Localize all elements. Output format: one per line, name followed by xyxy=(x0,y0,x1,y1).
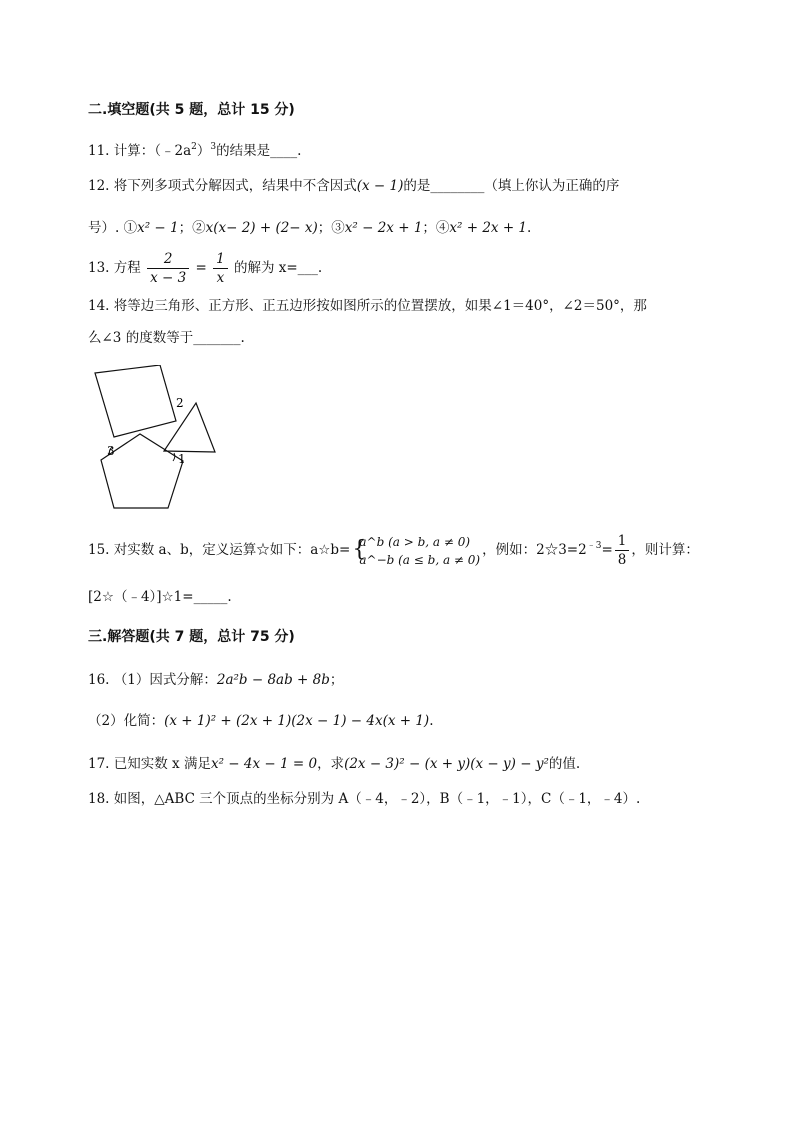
q15-brace: { xyxy=(352,536,367,562)
angle-label-1: 1 xyxy=(178,452,186,466)
shapes-diagram xyxy=(88,365,228,515)
q15-text-b: ，例如：2☆3=2 xyxy=(482,542,587,558)
section2-heading: 二.填空题(共 5 题，总计 15 分) xyxy=(88,102,295,118)
q12-sep2: ；③ xyxy=(317,220,345,236)
angle-label-2: 2 xyxy=(176,396,184,410)
q15-sup: ﹣3 xyxy=(586,541,602,551)
q17-text-c: 的值. xyxy=(548,756,581,772)
question-16-part1 xyxy=(88,670,343,690)
q17-condition: x² − 4x − 1 = 0 xyxy=(210,756,318,772)
q12-sep1: ；② xyxy=(178,220,206,236)
q11-text-b: ） xyxy=(196,143,211,159)
question-12-line2 xyxy=(88,218,531,238)
q16-part2-expr: (x + 1)² + (2x + 1)(2x − 1) − 4x(x + 1) xyxy=(164,713,430,729)
q15-text-d: ，则计算： xyxy=(631,542,699,558)
q16-part1-expr: 2a²b − 8ab + 8b xyxy=(216,672,330,688)
question-13 xyxy=(88,248,322,288)
geometry-figure xyxy=(88,365,228,515)
q15-text-c: = xyxy=(601,542,613,558)
q13-den1: x − 3 xyxy=(150,270,187,286)
q12-sep3: ；④ xyxy=(422,220,450,236)
q11-text-c: 的结果是____. xyxy=(216,143,302,159)
section3-heading: 三.解答题(共 7 题，总计 75 分) xyxy=(88,629,295,645)
q17-text-a: 17. 已知实数 x 满足 xyxy=(88,756,211,772)
question-15-line1 xyxy=(88,528,699,572)
q16-part2-label: （2）化简： xyxy=(88,713,165,729)
triangle-shape xyxy=(164,403,215,452)
q13-den2: x xyxy=(216,270,225,286)
q13-num1: 2 xyxy=(147,250,189,269)
question-12-line1 xyxy=(88,176,619,196)
q13-text-b: 的解为 x=___. xyxy=(233,260,323,276)
question-11 xyxy=(88,141,301,161)
q11-text-a: 11. 计算：（﹣2a xyxy=(88,143,192,159)
q13-fraction-2 xyxy=(213,250,228,287)
q17-text-b: ，求 xyxy=(317,756,345,772)
q17-expression: (2x − 3)² − (x + y)(x − y) − y² xyxy=(344,756,549,772)
q13-equals: = xyxy=(195,260,207,276)
question-17 xyxy=(88,754,580,774)
q11-sup2: 3 xyxy=(210,142,217,152)
q12-option-3: x² − 2x + 1 xyxy=(344,220,423,236)
question-15-line2: [2☆（﹣4）]☆1=_____. xyxy=(88,589,232,605)
q13-text-a: 13. 方程 xyxy=(88,260,141,276)
question-14-line2: 么∠3 的度数等于_______. xyxy=(88,330,245,346)
q12-text-b: 的是________（填上你认为正确的序 xyxy=(403,178,620,194)
q16-part1-label: 16. （1）因式分解： xyxy=(88,672,217,688)
q12-option-4: x² + 2x + 1 xyxy=(449,220,528,236)
q15-case-2: a^−b (a ≤ b, a ≠ 0) xyxy=(359,552,481,567)
q12-option-2: x(x− 2) + (2− x) xyxy=(205,220,318,236)
square-shape xyxy=(95,365,176,437)
q12-end: . xyxy=(527,220,532,236)
question-16-part2 xyxy=(88,711,434,731)
question-18: 18. 如图，△ABC 三个顶点的坐标分别为 A（﹣4，﹣2），B（﹣1，﹣1），C（﹣1，﹣4）. xyxy=(88,791,641,807)
q16-part2-end: . xyxy=(429,713,434,729)
q12-factor: (x − 1) xyxy=(356,178,404,194)
q15-case-1: a^b (a > b, a ≠ 0) xyxy=(359,534,471,549)
q13-fraction-1 xyxy=(147,250,189,287)
q12-line2-a: 号）. ① xyxy=(88,220,138,236)
q15-fraction xyxy=(615,532,630,569)
angle-label-3: 3 xyxy=(107,444,115,458)
question-14-line1: 14. 将等边三角形、正方形、正五边形按如图所示的位置摆放，如果∠1＝40°，∠2＝50°，那 xyxy=(88,298,647,314)
q15-den: 8 xyxy=(617,552,627,568)
q16-part1-end: ； xyxy=(329,672,344,688)
q12-option-1: x² − 1 xyxy=(137,220,179,236)
q15-text-a: 15. 对实数 a、b，定义运算☆如下：a☆b= xyxy=(88,542,351,558)
q11-sup: 2 xyxy=(191,142,197,152)
q15-num: 1 xyxy=(615,532,630,551)
q13-num2: 1 xyxy=(213,250,228,269)
q12-text-a: 12. 将下列多项式分解因式，结果中不含因式 xyxy=(88,178,357,194)
q15-piecewise xyxy=(352,533,480,569)
